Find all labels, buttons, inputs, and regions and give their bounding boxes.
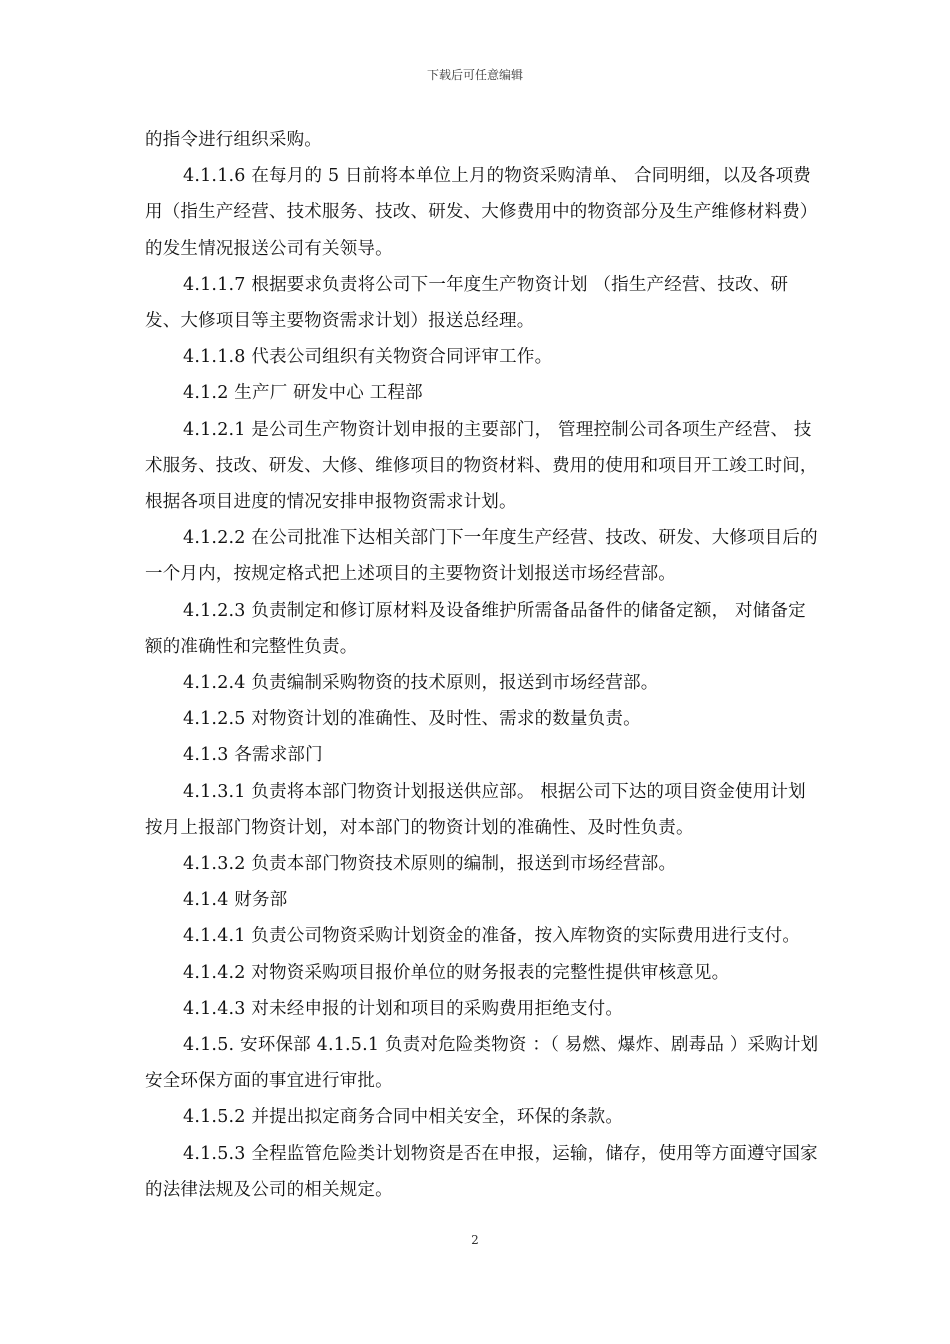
page-number: 2 bbox=[471, 1233, 479, 1247]
paragraph: 4.1.2.5 对物资计划的准确性、及时性、需求的数量负责。 bbox=[183, 709, 641, 730]
paragraph: 4.1.2.3 负责制定和修订原材料及设备维护所需备品备件的储备定额， 对储备定额的准确性和完整性负责。 bbox=[145, 600, 806, 657]
paragraph: 4.1.4.2 对物资采购项目报价单位的财务报表的完整性提供审核意见。 bbox=[183, 962, 730, 983]
section-heading: 4.1.4 财务部 bbox=[183, 890, 288, 911]
paragraph: 4.1.5. 安环保部 4.1.5.1 负责对危险类物资 ：（ 易燃、爆炸、剧毒品 ）采购计划安全环保方面的事宜进行审批。 bbox=[145, 1035, 819, 1092]
paragraph: 4.1.4.3 对未经申报的计划和项目的采购费用拒绝支付。 bbox=[183, 998, 624, 1019]
paragraph: 4.1.1.8 代表公司组织有关物资合同评审工作。 bbox=[183, 347, 553, 368]
section-heading: 4.1.2 生产厂 研发中心 工程部 bbox=[183, 383, 423, 404]
paragraph: 4.1.5.2 并提出拟定商务合同中相关安全，环保的条款。 bbox=[183, 1107, 624, 1128]
page-header: 下载后可任意编辑 bbox=[426, 68, 523, 82]
paragraph: 4.1.2.1 是公司生产物资计划申报的主要部门， 管理控制公司各项生产经营、 技术服务、技改、研发、大修、维修项目的物资材料、费用的使用和项目开工竣工时间，根据各项目进度的情况安排申报物资需求计划。 bbox=[145, 419, 818, 513]
paragraph: 4.1.5.3 全程监管危险类计划物资是否在申报，运输，储存，使用等方面遵守国家的法律法规及公司的相关规定。 bbox=[145, 1143, 818, 1200]
paragraph: 4.1.1.7 根据要求负责将公司下一年度生产物资计划 （指生产经营、技改、研发、大修项目等主要物资需求计划）报送总经理。 bbox=[145, 274, 789, 332]
paragraph: 4.1.2.4 负责编制采购物资的技术原则，报送到市场经营部。 bbox=[183, 673, 659, 694]
paragraph: 的指令进行组织采购。 bbox=[145, 130, 322, 150]
paragraph: 4.1.1.6 在每月的 5 日前将本单位上月的物资采购清单、 合同明细，以及各项费用（指生产经营、技术服务、技改、研发、大修费用中的物资部分及生产维修材料费）的发生情况报送公司有关领导。 bbox=[145, 166, 818, 259]
paragraph: 4.1.3.2 负责本部门物资技术原则的编制，报送到市场经营部。 bbox=[183, 854, 677, 875]
paragraph: 4.1.3.1 负责将本部门物资计划报送供应部。 根据公司下达的项目资金使用计划按月上报部门物资计划，对本部门的物资计划的准确性、及时性负责。 bbox=[145, 781, 806, 838]
paragraph: 4.1.4.1 负责公司物资采购计划资金的准备，按入库物资的实际费用进行支付。 bbox=[183, 926, 801, 947]
paragraph: 4.1.2.2 在公司批准下达相关部门下一年度生产经营、技改、研发、大修项目后的一个月内，按规定格式把上述项目的主要物资计划报送市场经营部。 bbox=[145, 528, 818, 585]
document-body bbox=[145, 122, 820, 1208]
section-heading: 4.1.3 各需求部门 bbox=[183, 745, 323, 766]
